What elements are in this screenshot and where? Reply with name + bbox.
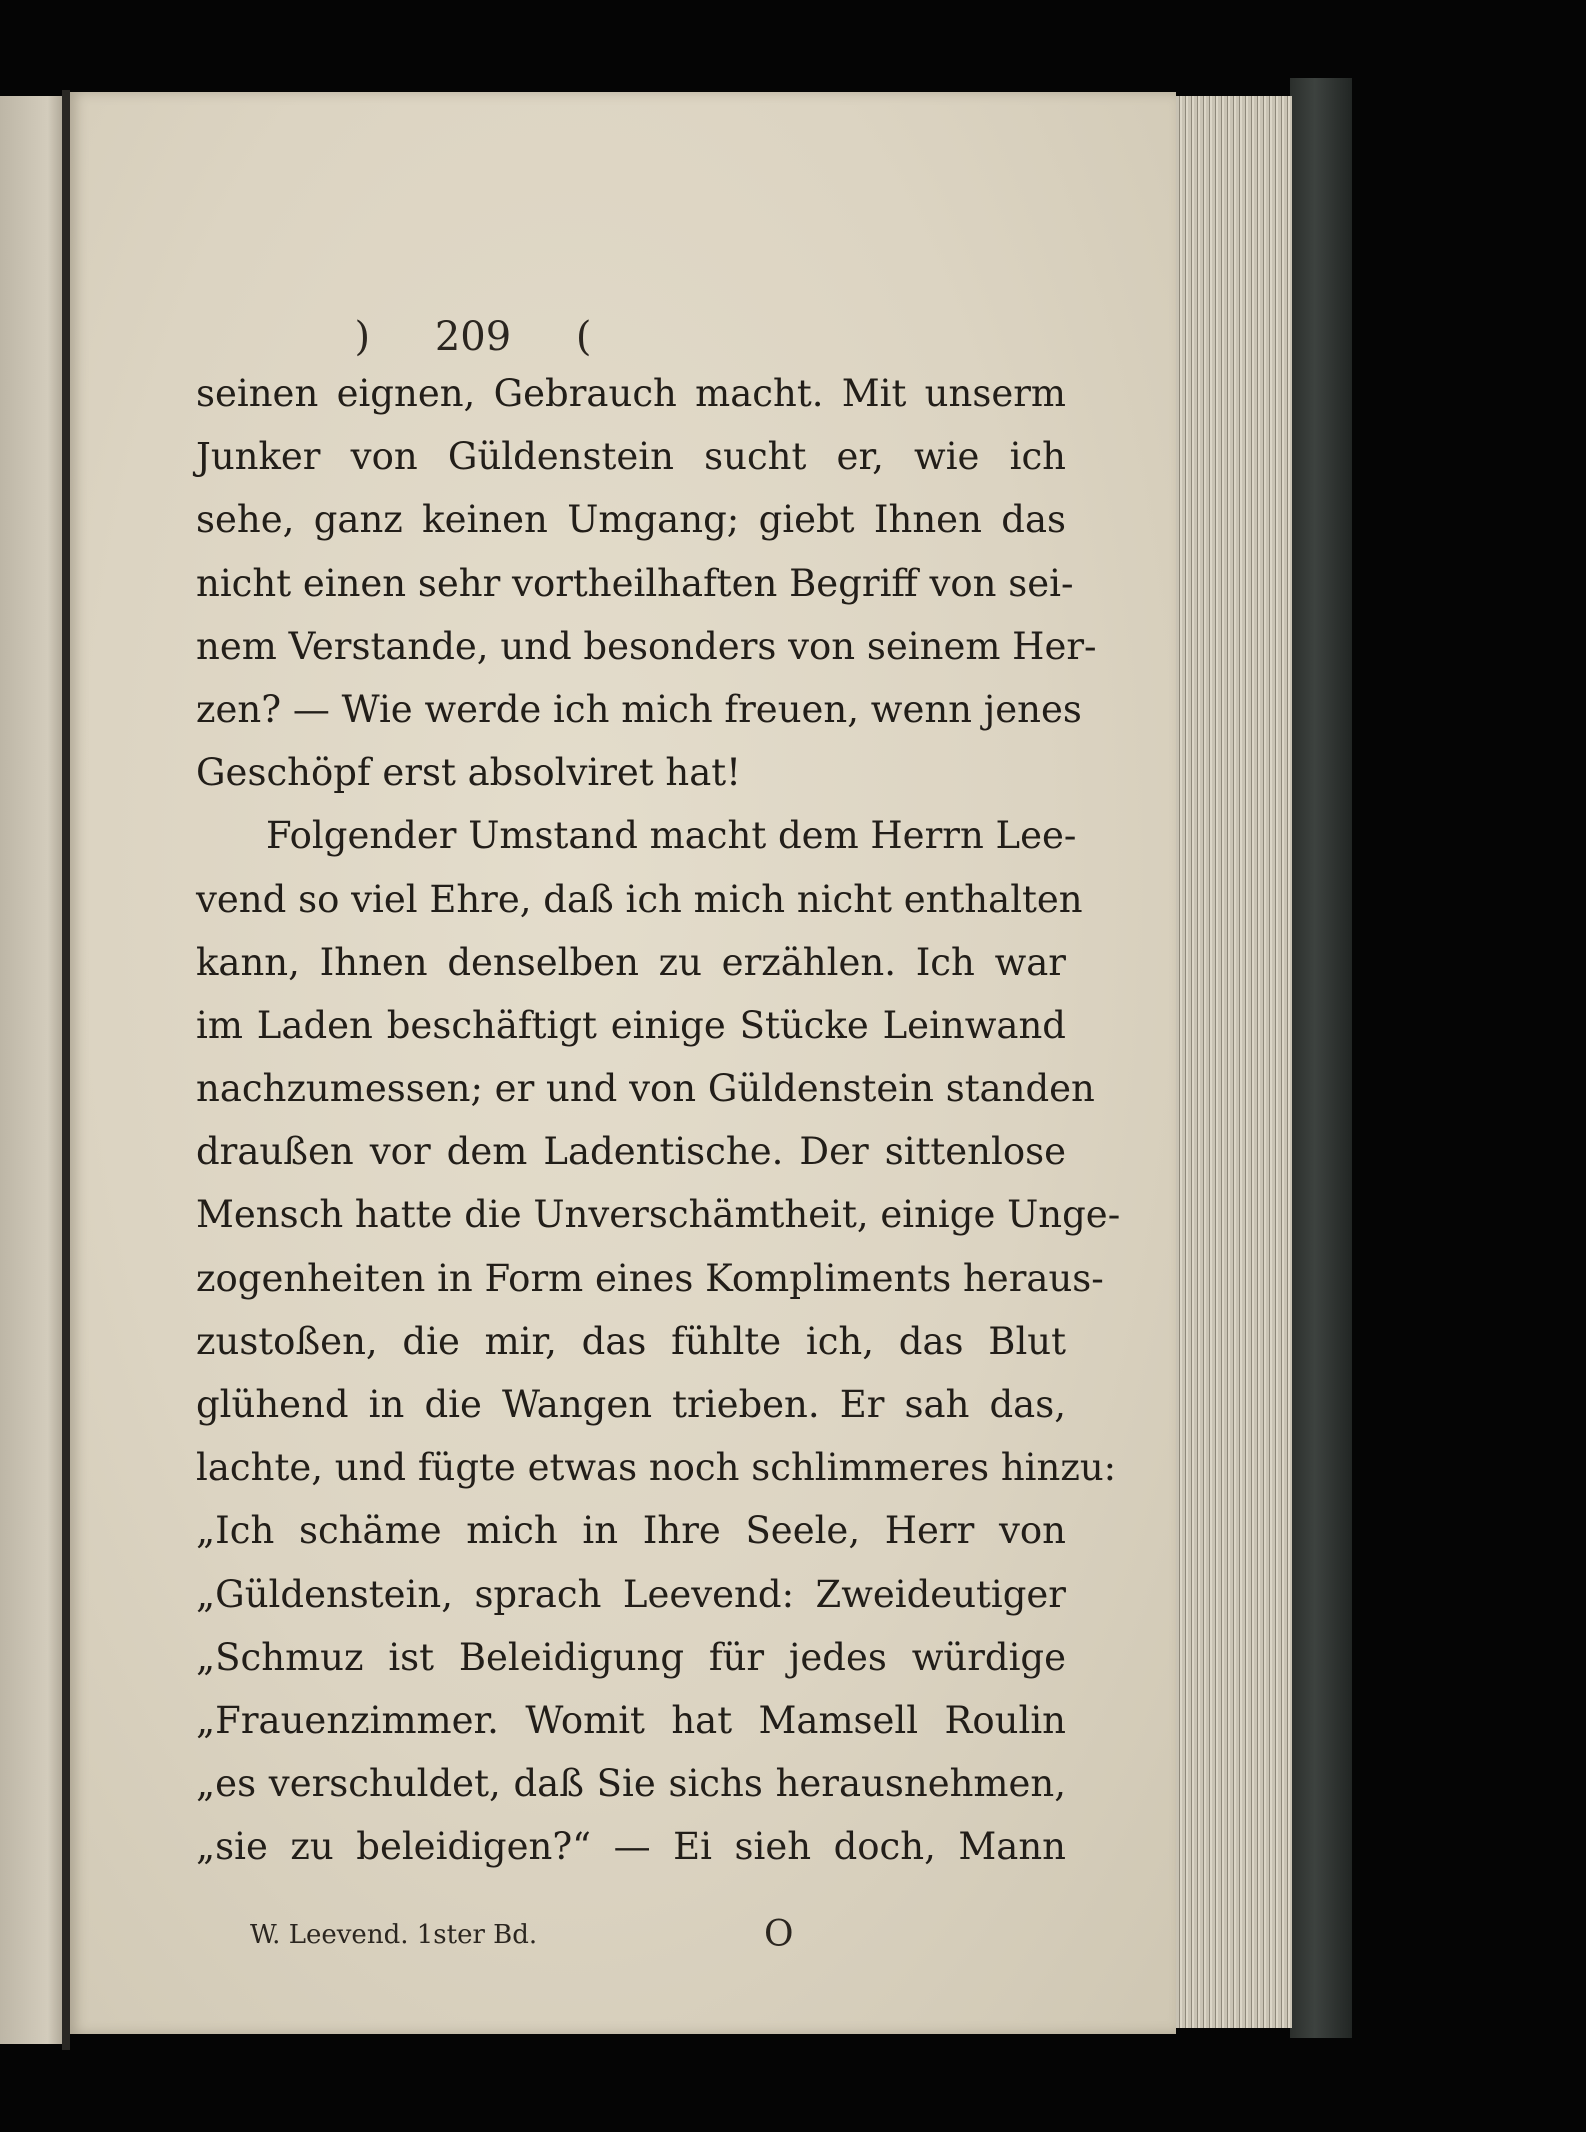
text-line: draußen vor dem Ladentische. Der sittenlose: [196, 1130, 1066, 1174]
text-line: sehe, ganz keinen Umgang; giebt Ihnen das: [196, 498, 1066, 542]
text-line: „Frauenzimmer. Womit hat Mamsell Roulin: [196, 1698, 1066, 1742]
text-line: kann, Ihnen denselben zu erzählen. Ich war: [196, 940, 1066, 984]
text-line: Mensch hatte die Unverschämtheit, einige Unge-: [196, 1193, 1121, 1237]
book-gutter: [62, 90, 70, 2050]
text-line: nachzumessen; er und von Güldenstein standen: [196, 1067, 1095, 1111]
running-header: [70, 314, 1176, 360]
text-line: nem Verstande, und besonders von seinem Her-: [196, 624, 1097, 668]
text-line: „Ich schäme mich in Ihre Seele, Herr von: [196, 1509, 1066, 1553]
text-line: im Laden beschäftigt einige Stücke Leinwand: [196, 1003, 1066, 1047]
book-cover-edge: [1290, 78, 1352, 2038]
book-page: [70, 92, 1176, 2034]
text-line: vend so viel Ehre, daß ich mich nicht enthalten: [196, 877, 1083, 921]
signature-line: W. Leevend. 1ster Bd.: [250, 1920, 538, 1950]
text-line: Junker von Güldenstein sucht er, wie ich: [196, 435, 1066, 479]
text-line: „sie zu beleidigen?“ — Ei sieh doch, Mann: [196, 1825, 1066, 1869]
header-left-paren: ): [354, 314, 371, 360]
text-line: „es verschuldet, daß Sie sichs herausnehmen,: [196, 1762, 1066, 1806]
header-right-paren: (: [575, 314, 592, 360]
text-line: nicht einen sehr vortheilhaften Begriff von sei-: [196, 561, 1074, 605]
text-line: „Güldenstein, sprach Leevend: Zweideutiger: [196, 1572, 1066, 1616]
text-line: glühend in die Wangen trieben. Er sah das,: [196, 1383, 1066, 1426]
body-text: [196, 362, 1121, 1879]
page-number: 209: [434, 314, 512, 360]
page-footer: [196, 1914, 1066, 1964]
text-line: zogenheiten in Form eines Kompliments heraus-: [196, 1256, 1104, 1300]
text-line: „Schmuz ist Beleidigung für jedes würdige: [196, 1635, 1066, 1679]
text-line: seinen eignen, Gebrauch macht. Mit unserm: [196, 372, 1066, 415]
sheet-mark: O: [764, 1914, 794, 1955]
text-line: Geschöpf erst absolviret hat!: [196, 751, 742, 795]
facing-page-edge: [0, 96, 68, 2044]
text-line: zustoßen, die mir, das fühlte ich, das Blut: [196, 1319, 1066, 1363]
text-line: Folgender Umstand macht dem Herrn Lee-: [266, 814, 1077, 858]
text-line: zen? — Wie werde ich mich freuen, wenn jenes: [196, 687, 1082, 731]
text-line: lachte, und fügte etwas noch schlimmeres hinzu:: [196, 1446, 1117, 1490]
page-block-edges: [1170, 96, 1292, 2028]
